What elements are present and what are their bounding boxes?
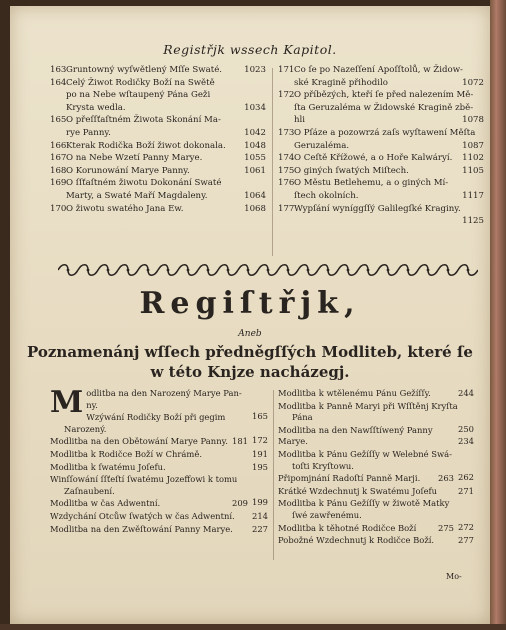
column-divider-lower (273, 390, 274, 560)
chapter-title-line: Geruzaléma. 1087 (294, 140, 484, 151)
drop-cap: M (50, 385, 84, 420)
chapter-title-line: Kterak Rodička Boží žiwot dokonala. 1048 (66, 140, 266, 151)
prayer-entry (50, 498, 268, 510)
chapter-number: 177 (278, 203, 295, 214)
page-number: 1034 (244, 102, 266, 113)
chapter-title (66, 77, 266, 115)
toc-entry (50, 140, 266, 153)
ornament-dot (347, 269, 350, 272)
page-number: 1117 (462, 190, 484, 201)
prayer-title-line: Pána (292, 412, 313, 423)
prayer-entry (278, 535, 474, 547)
subtitle (10, 342, 490, 382)
chapter-number: 164 (50, 77, 67, 88)
chapter-title (66, 165, 266, 178)
prayer-title-line: Pobožné Wzdechnutj k Rodičce Boží. (278, 535, 435, 546)
page-number: 1048 (244, 140, 266, 151)
page-number: 1072 (462, 77, 484, 88)
chapter-title-line: Marty, a Swaté Maří Magdaleny. 1064 (66, 190, 266, 201)
page-number: 272 (458, 521, 474, 532)
chapter-title (294, 89, 484, 127)
prayer-entry (278, 400, 474, 434)
chapter-number: 167 (50, 153, 67, 164)
ornament-dot (447, 269, 450, 272)
chapter-number: 170 (50, 203, 67, 214)
ornament-dot (147, 269, 150, 272)
page-number: 1042 (244, 127, 266, 138)
ornament-dot (387, 269, 390, 272)
page-number: 1061 (244, 165, 266, 176)
prayer-title-line: Modlitba k těhotné Rodičce Boží (278, 522, 417, 533)
page-number: 191 (252, 448, 268, 459)
chapter-number: 168 (50, 165, 67, 176)
chapter-title-line: O Ceſtě Křížowé, a o Hoře Kalwáryí. 1102 (294, 153, 484, 164)
chapter-title (66, 140, 266, 153)
chapter-title-line: O žiwotu swatého Jana Ew. 1068 (66, 203, 266, 214)
chapter-title-line: ské Kragině přihodilo 1072 (294, 77, 484, 88)
chapter-title (294, 152, 484, 165)
toc-entry (278, 89, 484, 127)
page-number: 172 (252, 435, 268, 446)
chapter-number: 166 (50, 140, 67, 151)
prayer-title-line: ny. (86, 399, 98, 410)
prayer-entry (278, 388, 474, 400)
catchword: Mo- (446, 572, 462, 581)
chapter-title-line: Celý Žiwot Rodičky Boží na Swětě (66, 77, 215, 88)
page-number: 1078 (462, 115, 484, 126)
ornament-dot (227, 269, 230, 272)
chapter-title-line: O příbězých, kteří ſe před nalezením Mě- (294, 90, 474, 101)
toc-entry (50, 165, 266, 178)
ornament-dot (207, 269, 210, 272)
column-divider (272, 68, 273, 256)
prayer-title-line: ſwé zawřenému. (292, 509, 362, 520)
page-number: 227 (252, 523, 268, 534)
prayer-title-line: Modlitba k Rodičce Boží w Chrámě. (50, 448, 202, 459)
toc-entry (50, 203, 266, 216)
chapter-title (294, 64, 484, 89)
prayer-title-line: Wzdychání Otcůw ſwatých w čas Adwentní. (50, 510, 235, 521)
chapter-number: 175 (278, 165, 295, 176)
page-number: 250 (458, 423, 474, 434)
main-title: Regiſtřjk, (139, 286, 361, 321)
book-bottom-edge (0, 624, 506, 630)
prayer-title-line: Modlitba w čas Adwentní. (50, 498, 161, 509)
prayer-entry (50, 462, 268, 474)
page-number: 1064 (244, 190, 266, 201)
toc-column-right (278, 64, 484, 228)
prayer-entry (278, 486, 474, 498)
chapter-title (66, 203, 266, 216)
ornament-dot (427, 269, 430, 272)
page-number: 271 (458, 485, 474, 496)
chapter-title-line: O přeſſťaſtném Žiwota Skonání Ma- (66, 115, 221, 126)
page-number: 165 (252, 411, 268, 422)
chapter-number: 174 (278, 153, 295, 164)
prayer-entry (50, 511, 268, 523)
prayer-entry (50, 436, 268, 448)
prayer-title-line: Narozený. (64, 423, 107, 434)
page-number: 1087 (462, 140, 484, 151)
ornament-dot (87, 269, 90, 272)
chapter-title-line: ſta Geruzaléma w Židowské Kragině zbě- (294, 102, 474, 113)
book-page (10, 6, 490, 624)
page-number: 244 (458, 388, 474, 398)
chapter-title (66, 64, 266, 77)
toc-entry (50, 177, 266, 202)
book-edge (490, 0, 506, 630)
page-number: 262 (458, 472, 474, 483)
ornament-dot (187, 269, 190, 272)
prayer-title-line: Modlitba k Panně Maryi při Wſſtěnj Kryſta (278, 400, 458, 411)
toc-entry (278, 64, 484, 89)
prayer-title-line: Wzýwání Rodičky Boží při gegim (86, 412, 226, 423)
subtitle-line-1: Poznamenánj wſſech předněgſſých Modliteb, které ſe (27, 343, 473, 361)
subtitle-line-2: w této Knjze nacházegj. (150, 363, 350, 381)
ornament-dot (407, 269, 410, 272)
chapter-title-line: Co ſe po Nazeſſení Apoſſtolů, w Židow- (294, 65, 463, 75)
toc-entry (50, 77, 266, 115)
chapter-title (294, 177, 484, 202)
page-number: 234 (458, 436, 474, 447)
prayer-title-line: Modlitba na den Obětowání Marye Panny. (50, 436, 228, 447)
running-head: Registřjk wssech Kapitol. (163, 42, 337, 57)
prayer-entry (50, 449, 268, 461)
chapter-title-line: O Městu Betlehemu, a o giných Mí- (294, 178, 449, 189)
prayer-title-line: Krátké Wzdechnutj k Swatému Joſefu (278, 485, 438, 496)
prayer-title-line: odlitba na den Narozený Marye Pan- (86, 388, 242, 398)
chapter-title (294, 203, 484, 228)
prayer-index-left (50, 385, 268, 536)
aneb-label: Aneb (238, 329, 262, 339)
ornament-dot (267, 269, 270, 272)
ornament-dot (107, 269, 110, 272)
chapter-title (294, 127, 484, 152)
page-number: 1023 (244, 65, 266, 75)
page-number: 275 (438, 522, 454, 533)
chapter-number: 173 (278, 127, 295, 138)
ornamental-border (58, 262, 478, 278)
toc-entry (50, 114, 266, 139)
toc-column-left (50, 64, 266, 215)
page-number: 1055 (244, 153, 266, 164)
page-number: 209 (232, 498, 248, 509)
chapter-title (66, 177, 266, 202)
page-number: 277 (458, 535, 474, 546)
ornament-dot (67, 269, 70, 272)
ornament-dot (167, 269, 170, 272)
ornament-dot (127, 269, 130, 272)
prayer-title-line: Modlitba na den Zwěſtowání Panny Marye. (50, 523, 233, 534)
toc-entry (278, 203, 484, 228)
page-number: 1102 (462, 153, 484, 164)
chapter-title-line: po na Nebe wſtaupený Pána Geži (66, 90, 211, 101)
page-number: 199 (252, 497, 268, 508)
toc-entry (278, 177, 484, 202)
chapter-title-line: Gruntowný wyſwětlený Mſſe Swaté. 1023 (66, 65, 266, 75)
chapter-number: 163 (50, 65, 67, 75)
ornament-dot (287, 269, 290, 272)
ornament-dot (247, 269, 250, 272)
ornament-dot (307, 269, 310, 272)
prayer-entry (50, 524, 268, 536)
prayer-title-line: Modlitba k Pánu Gežíſſy w Welebné Swá- (278, 448, 452, 459)
chapter-title-line: ſtech okolních. 1117 (294, 190, 484, 201)
page-number: 181 (232, 436, 248, 447)
chapter-title-line: Krysta wedla. 1034 (66, 102, 266, 113)
chapter-title-line: rye Panny. 1042 (66, 127, 266, 138)
chapter-title-line: O Pſáze a pozowrzá zaſs wyſtawení Měſta (294, 127, 476, 138)
ornament-dot (467, 269, 470, 272)
prayer-title-line: Zaſnaubení. (64, 485, 115, 496)
chapter-title-line: Wypſání wyníggſſý Galilegſké Kraginy. 1125 (294, 203, 484, 227)
chapter-title-line: O Korunowání Marye Panny. 1061 (66, 165, 266, 176)
chapter-number: 176 (278, 178, 295, 189)
page-number: 1105 (462, 165, 484, 176)
toc-entry (50, 152, 266, 165)
chapter-title-line: O ſſťaſtném žiwotu Dokonání Swaté (66, 178, 222, 189)
prayer-title-line: Modlitba k Pánu Gežíſſy w žiwotě Matky (278, 498, 450, 509)
chapter-number: 171 (278, 65, 295, 75)
ornament-dot (327, 269, 330, 272)
chapter-number: 172 (278, 90, 295, 101)
chapter-title-line: O giných ſwatých Miſtech. 1105 (294, 165, 484, 176)
chapter-title-line: O na Nebe Wzetí Panny Marye. 1055 (66, 153, 266, 164)
prayer-entry (278, 523, 474, 535)
prayer-entry (278, 425, 474, 448)
prayer-title-line: Modlitba k ſwatému Joſefu. (50, 461, 166, 472)
page-number: 214 (252, 510, 268, 521)
page-number: 263 (438, 473, 454, 484)
chapter-title-line: hli 1078 (294, 115, 484, 126)
chapter-number: 169 (50, 178, 67, 189)
page-number: 1068 (244, 203, 266, 214)
page-number: 1125 (462, 216, 484, 227)
prayer-title-line: Modlitba k wtělenému Pánu Gežíſſy. (278, 388, 431, 398)
toc-entry (278, 165, 484, 178)
prayer-title-line: Modlitba na den Nawſſtíwený Panny Marye. (278, 424, 433, 447)
prayer-title-line: toſti Kryſtowu. (292, 460, 354, 471)
toc-entry (278, 152, 484, 165)
chapter-title (66, 114, 266, 139)
toc-entry (50, 64, 266, 77)
prayer-entry (278, 473, 474, 485)
chapter-title (66, 152, 266, 165)
prayer-index-right (278, 388, 474, 548)
toc-entry (278, 127, 484, 152)
chapter-title (294, 165, 484, 178)
page-number: 195 (252, 461, 268, 472)
ornament-dot (367, 269, 370, 272)
prayer-title-line: Připomjnání Radoſtí Panně Marji. (278, 473, 421, 484)
chapter-number: 165 (50, 115, 67, 126)
prayer-title-line: Winſſowání ſſťeſtí ſwatému Jozeffowi k tomu (50, 474, 238, 485)
